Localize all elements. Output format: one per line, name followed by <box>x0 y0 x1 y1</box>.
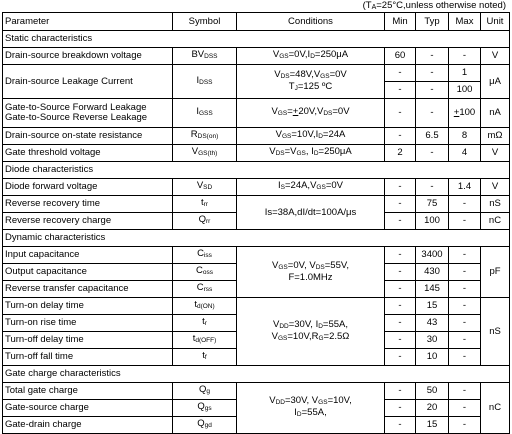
section-dynamic: Dynamic characteristics <box>3 230 510 247</box>
table-row: Turn-off delay time $t_{d(OFF)}$ - 30 - <box>3 332 510 349</box>
table-row: Drain-source on-state resistance $R_{DS(on)}$ $V_{GS}=10V,I_D=24A$ - 6.5 8 mΩ <box>3 128 510 145</box>
header-typ: Typ <box>416 13 449 31</box>
table-row: Gate-to-Source Forward Leakage Gate-to-Source Reverse Leakage $I_{GSS}$ $V_{GS}=+20V,V_{DS}=0V$ - - +100 nA <box>3 99 510 128</box>
table-row: - - 100 <box>3 82 510 99</box>
section-diode: Diode characteristics <box>3 162 510 179</box>
table-row: Input capacitance $C_{iss}$ $V_{GS}=0V$, $V_{DS}=55V$, F=1.0MHz - 3400 - pF <box>3 247 510 264</box>
header-symbol: Symbol <box>173 13 237 31</box>
table-row: Reverse recovery time $t_{rr}$ Is=38A,dI/dt=100A/μs - 75 - nS <box>3 196 510 213</box>
header-row <box>3 13 510 31</box>
table-row: Total gate charge $Q_g$ $V_{DD}=30V$, $V_{GS}=10V$, $I_D=55A$, - 50 - nC <box>3 383 510 400</box>
table-row: Gate-drain charge $Q_{gd}$ - 15 - <box>3 417 510 434</box>
header-conditions: Conditions <box>237 13 385 31</box>
section-static: Static characteristics <box>3 31 510 48</box>
header-max: Max <box>449 13 481 31</box>
section-gate-charge: Gate charge characteristics <box>3 366 510 383</box>
table-row: Turn-on delay time $t_{d(ON)}$ $V_{DD}=30V$, $I_D=55A$, $V_{GS}=10V,R_G=2.5\Omega$ - 15 - nS <box>3 298 510 315</box>
table-row: Drain-source breakdown voltage $BV_{DSS}$ $V_{GS}=0V,I_D=250\mu A$ 60 - - V <box>3 48 510 65</box>
header-parameter: Parameter <box>3 13 173 31</box>
header-unit: Unit <box>481 13 510 31</box>
test-condition-note: ($T_A=25^\circ C,unless$ otherwise noted) <box>362 0 506 11</box>
table-row: Turn-on rise time $t_r$ - 43 - <box>3 315 510 332</box>
table-row: Reverse recovery charge $Q_{rr}$ - 100 - nC <box>3 213 510 230</box>
header-min: Min <box>385 13 416 31</box>
table-row: Gate threshold voltage $V_{GS(th)}$ $V_{DS}=V_{GS}$, $I_D=250\mu A$ 2 - 4 V <box>3 145 510 162</box>
table-row: Turn-off fall time $t_f$ - 10 - <box>3 349 510 366</box>
table-row: Reverse transfer capacitance $C_{rss}$ - 145 - <box>3 281 510 298</box>
table-row: Gate-source charge $Q_{gs}$ - 20 - <box>3 400 510 417</box>
table-row: Output capacitance $C_{oss}$ - 430 - <box>3 264 510 281</box>
table-row: Drain-source Leakage Current $I_{DSS}$ $V_{DS}=48V,V_{GS}=0V$ $T_J=125$ ºC - - 1 μA <box>3 65 510 82</box>
electrical-characteristics-table <box>2 12 510 434</box>
table-row: Diode forward voltage $V_{SD}$ $I_S=24A,V_{GS}=0V$ - - 1.4 V <box>3 179 510 196</box>
